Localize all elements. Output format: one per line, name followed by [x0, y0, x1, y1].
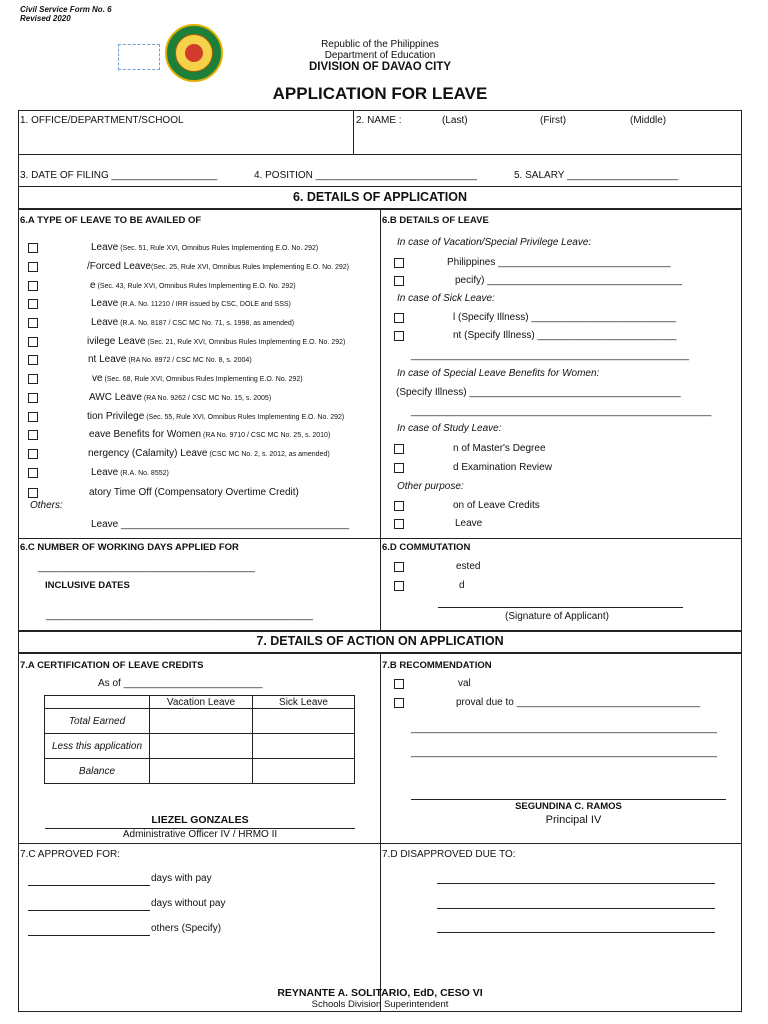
as-of-field[interactable]: As of _________________________ — [98, 678, 263, 689]
leave-type-reference: (CSC MC No. 2, s. 2012, as amended) — [207, 451, 330, 458]
row-balance: Balance — [45, 759, 150, 784]
leave-type-name: nt Leave — [88, 354, 127, 365]
leave-type-reference: (R.A. No. 8552) — [118, 470, 169, 477]
leave-type-label — [88, 354, 252, 367]
leave-type-name: eave Benefits for Women — [89, 429, 202, 440]
leave-credits-table — [44, 695, 355, 784]
leave-type-name: Leave — [91, 317, 119, 328]
leave-type-reference: (RA No. 9710 / CSC MC No. 25, s. 2010) — [201, 432, 331, 439]
leave-type-checkbox[interactable] — [28, 412, 38, 422]
leave-type-reference: (R.A. No. 8187 / CSC MC No. 71, s. 1998, as amended) — [118, 320, 295, 327]
leave-type-reference: (Sec. 21, Rule XVI, Omnibus Rules Implementing E.O. No. 292) — [145, 339, 346, 346]
within-philippines-checkbox[interactable] — [394, 258, 404, 268]
leave-type-reference: (RA No. 9262 / CSC MC No. 15, s. 2005) — [141, 395, 272, 402]
others-specify-line[interactable] — [28, 935, 150, 936]
leave-type-label — [91, 242, 318, 255]
leave-type-label — [87, 336, 345, 349]
leave-type-name: e — [90, 280, 96, 291]
leave-type-reference: (Sec. 55, Rule XVI, Omnibus Rules Implementing E.O. No. 292) — [144, 414, 345, 421]
leave-type-reference: (Sec. 43, Rule XVI, Omnibus Rules Implementing E.O. No. 292) — [95, 283, 296, 290]
leave-type-label — [87, 411, 344, 424]
commutation-not-requested-label: d — [459, 580, 465, 591]
leave-type-label — [89, 487, 299, 500]
monetization-label: on of Leave Credits — [453, 500, 540, 511]
days-with-pay-line[interactable] — [28, 885, 150, 886]
leave-type-reference: (RA No. 8972 / CSC MC No. 8, s. 2004) — [126, 357, 252, 364]
women-caption: In case of Special Leave Benefits for Women: — [397, 368, 600, 379]
masters-degree-checkbox[interactable] — [394, 444, 404, 454]
salary-field[interactable]: 5. SALARY ____________________ — [514, 170, 679, 181]
row-total-earned: Total Earned — [45, 709, 150, 734]
leave-type-reference: (Sec. 51, Rule XVI, Omnibus Rules Implementing E.O. No. 292) — [118, 245, 319, 252]
officer-title: Administrative Officer IV / HRMO II — [122, 829, 278, 840]
name-label: 2. NAME : — [356, 115, 402, 126]
leave-type-name: tion Privilege — [87, 411, 145, 422]
cell-less-vacation[interactable] — [150, 734, 253, 759]
leave-type-label — [91, 467, 169, 480]
form-revision: Revised 2020 — [20, 14, 71, 23]
section-6b-title: 6.B DETAILS OF LEAVE — [382, 215, 489, 226]
page-title: APPLICATION FOR LEAVE — [272, 84, 488, 103]
monetization-checkbox[interactable] — [394, 501, 404, 511]
cell-total-sick[interactable] — [253, 709, 355, 734]
commutation-requested-label: ested — [456, 561, 481, 572]
section-7a-title: 7.A CERTIFICATION OF LEAVE CREDITS — [20, 660, 204, 671]
section-7b-title: 7.B RECOMMENDATION — [382, 660, 492, 671]
leave-type-checkbox[interactable] — [28, 337, 38, 347]
inclusive-dates-label: INCLUSIVE DATES — [45, 580, 130, 591]
name-last-label: (Last) — [442, 115, 468, 126]
leave-type-checkbox[interactable] — [28, 393, 38, 403]
leave-type-name: Leave — [91, 467, 119, 478]
leave-type-checkbox[interactable] — [28, 488, 38, 498]
leave-type-label — [92, 373, 303, 386]
name-first-label: (First) — [540, 115, 567, 126]
section-6-title: 6. DETAILS OF APPLICATION — [292, 190, 468, 204]
date-filing-field[interactable]: 3. DATE OF FILING ___________________ — [20, 170, 218, 181]
bar-review-label: d Examination Review — [453, 462, 552, 473]
in-hospital-checkbox[interactable] — [394, 313, 404, 323]
for-disapproval-checkbox[interactable] — [394, 698, 404, 708]
section-7d-title: 7.D DISAPPROVED DUE TO: — [382, 849, 516, 860]
leave-type-reference: (R.A. No. 11210 / IRR issued by CSC, DOLE and SSS) — [118, 301, 291, 308]
principal-name: SEGUNDINA C. RAMOS — [515, 801, 622, 812]
leave-type-name: Leave — [91, 242, 119, 253]
section-7-title: 7. DETAILS OF ACTION ON APPLICATION — [256, 634, 504, 648]
out-patient-label: nt (Specify Illness) _________________________ — [453, 330, 677, 341]
section-6c-title: 6.C NUMBER OF WORKING DAYS APPLIED FOR — [20, 542, 239, 553]
for-disapproval-field[interactable]: proval due to _________________________________ — [456, 697, 701, 708]
inclusive-dates-field[interactable]: ________________________________________________ — [46, 610, 313, 621]
leave-type-name: AWC Leave — [89, 392, 142, 403]
sick-caption: In case of Sick Leave: — [397, 293, 495, 304]
republic-text: Republic of the Philippines — [321, 39, 439, 50]
bar-review-checkbox[interactable] — [394, 463, 404, 473]
name-middle-label: (Middle) — [630, 115, 667, 126]
cell-balance-vacation[interactable] — [150, 759, 253, 784]
officer-name: LIEZEL GONZALES — [151, 814, 249, 826]
others-specify-label: others (Specify) — [151, 923, 222, 934]
women-extra-line[interactable]: ______________________________________________________ — [411, 406, 712, 417]
row-less-application: Less this application — [45, 734, 150, 759]
women-illness-field[interactable]: (Specify Illness) ______________________________________ — [396, 387, 681, 398]
col-sick: Sick Leave — [253, 696, 355, 709]
days-without-pay-label: days without pay — [151, 898, 226, 909]
leave-type-checkbox[interactable] — [28, 355, 38, 365]
for-approval-checkbox[interactable] — [394, 679, 404, 689]
out-patient-checkbox[interactable] — [394, 331, 404, 341]
others-leave-field[interactable]: Leave _________________________________________ — [91, 519, 350, 530]
division-text: DIVISION OF DAVAO CITY — [308, 61, 452, 73]
abroad-label: pecify) ___________________________________ — [455, 275, 682, 286]
leave-type-name: ivilege Leave — [87, 336, 146, 347]
disapproval-line-3[interactable] — [437, 932, 715, 933]
office-label: 1. OFFICE/DEPARTMENT/SCHOOL — [20, 115, 184, 126]
leave-type-label — [89, 429, 330, 442]
leave-type-checkbox[interactable] — [28, 243, 38, 253]
within-philippines-label: Philippines _______________________________ — [447, 257, 671, 268]
leave-type-name: ve — [92, 373, 103, 384]
commutation-not-requested-checkbox[interactable] — [394, 581, 404, 591]
leave-type-name: nergency (Calamity) Leave — [88, 448, 208, 459]
applicant-signature-caption: (Signature of Applicant) — [505, 611, 609, 622]
position-field[interactable]: 4. POSITION _____________________________ — [254, 170, 477, 181]
study-caption: In case of Study Leave: — [397, 423, 502, 434]
disapproval-line-2[interactable] — [437, 908, 715, 909]
leave-type-name: atory Time Off (Compensatory Overtime Credit) — [89, 487, 299, 498]
leave-type-reference: (Sec. 25, Rule XVI, Omnibus Rules Implementing E.O. No. 292) — [150, 264, 349, 271]
cell-total-vacation[interactable] — [150, 709, 253, 734]
others-label: Others: — [30, 500, 63, 511]
leave-type-label — [88, 448, 330, 461]
leave-type-label — [89, 392, 271, 405]
recommendation-line-2[interactable]: _______________________________________________________ — [411, 747, 717, 758]
leave-type-checkbox[interactable] — [28, 299, 38, 309]
deped-seal-logo — [165, 24, 223, 82]
leave-type-name: /Forced Leave — [87, 261, 151, 272]
days-with-pay-label: days with pay — [151, 873, 212, 884]
section-6d-title: 6.D COMMUTATION — [382, 542, 471, 553]
leave-type-label — [91, 317, 294, 330]
working-days-field[interactable]: _______________________________________ — [38, 562, 255, 573]
recommendation-line-1[interactable]: _______________________________________________________ — [411, 723, 717, 734]
leave-type-checkbox[interactable] — [28, 468, 38, 478]
applicant-signature-line[interactable] — [438, 607, 683, 608]
leave-type-label — [90, 280, 296, 293]
principal-title: Principal IV — [545, 814, 602, 826]
for-approval-label: val — [458, 678, 471, 689]
leave-type-name: Leave — [91, 298, 119, 309]
leave-type-label — [91, 298, 291, 311]
other-purpose-caption: Other purpose: — [397, 481, 464, 492]
superintendent-title: Schools Division Superintendent — [311, 999, 449, 1010]
terminal-leave-checkbox[interactable] — [394, 519, 404, 529]
cell-balance-sick[interactable] — [253, 759, 355, 784]
leave-type-checkbox[interactable] — [28, 281, 38, 291]
masters-degree-label: n of Master's Degree — [453, 443, 546, 454]
col-vacation: Vacation Leave — [150, 696, 253, 709]
leave-type-checkbox[interactable] — [28, 449, 38, 459]
abroad-checkbox[interactable] — [394, 276, 404, 286]
section-7c-title: 7.C APPROVED FOR: — [20, 849, 121, 860]
superintendent-name: REYNANTE A. SOLITARIO, EdD, CESO VI — [277, 987, 483, 999]
disapproval-line-1[interactable] — [437, 883, 715, 884]
department-text: Department of Education — [324, 50, 436, 61]
terminal-leave-label: Leave — [455, 518, 483, 529]
leave-type-checkbox[interactable] — [28, 262, 38, 272]
leave-type-checkbox[interactable] — [28, 374, 38, 384]
sick-extra-line[interactable]: __________________________________________________ — [411, 350, 690, 361]
days-without-pay-line[interactable] — [28, 910, 150, 911]
section-6a-title: 6.A TYPE OF LEAVE TO BE AVAILED OF — [20, 215, 202, 226]
image-placeholder — [118, 44, 160, 70]
form-number: Civil Service Form No. 6 — [20, 5, 112, 14]
commutation-requested-checkbox[interactable] — [394, 562, 404, 572]
leave-type-checkbox[interactable] — [28, 430, 38, 440]
leave-type-label — [87, 261, 349, 274]
leave-type-reference: (Sec. 68, Rule XVI, Omnibus Rules Implementing E.O. No. 292) — [102, 376, 303, 383]
cell-less-sick[interactable] — [253, 734, 355, 759]
leave-type-checkbox[interactable] — [28, 318, 38, 328]
in-hospital-label: l (Specify Illness) __________________________ — [453, 312, 676, 323]
vacation-caption: In case of Vacation/Special Privilege Leave: — [397, 237, 592, 248]
